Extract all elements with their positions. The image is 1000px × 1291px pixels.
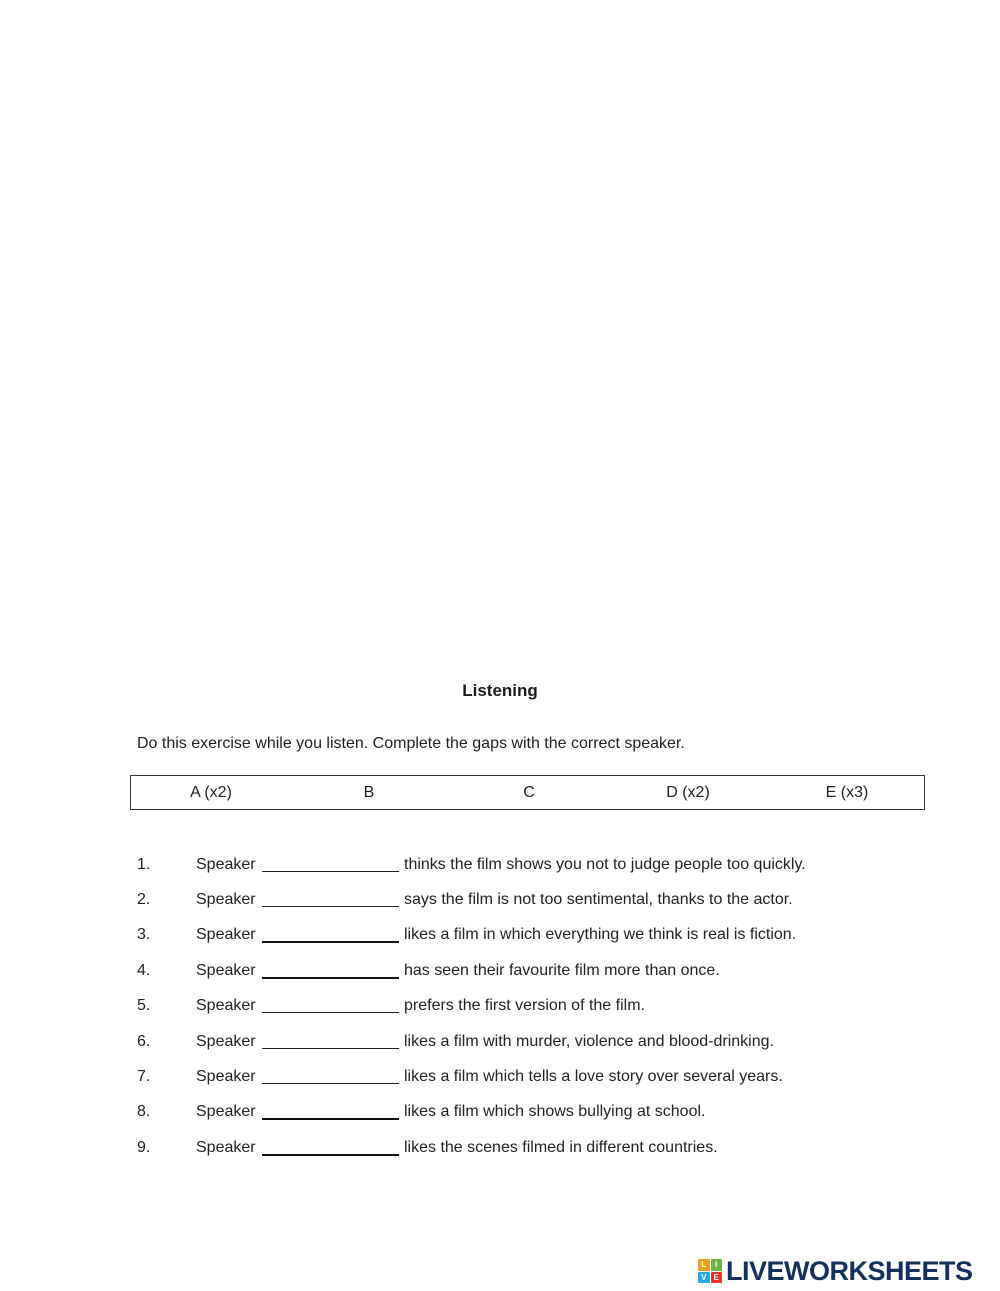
- speaker-label: Speaker: [196, 891, 256, 908]
- speaker-option-b: B: [363, 784, 375, 801]
- answer-gap[interactable]: [262, 941, 399, 943]
- speaker-label: Speaker: [196, 962, 256, 979]
- exercise-item: [0, 856, 1000, 880]
- item-statement: thinks the film shows you not to judge people too quickly.: [404, 856, 806, 873]
- logo-text: LIVEWORKSHEETS: [726, 1255, 973, 1286]
- speaker-option-a: A (x2): [190, 784, 232, 801]
- answer-gap[interactable]: [262, 871, 399, 872]
- logo-letter-v: V: [698, 1272, 710, 1284]
- exercise-item: [0, 962, 1000, 986]
- item-number: 4.: [137, 962, 151, 979]
- speaker-label: Speaker: [196, 1139, 256, 1156]
- exercise-item: [0, 891, 1000, 915]
- speaker-label: Speaker: [196, 997, 256, 1014]
- item-number: 9.: [137, 1139, 151, 1156]
- answer-gap[interactable]: [262, 906, 399, 907]
- item-number: 7.: [137, 1068, 151, 1085]
- item-statement: likes a film with murder, violence and blood-drinking.: [404, 1033, 774, 1050]
- speaker-options-box: [130, 775, 925, 810]
- logo-letter-i: I: [711, 1259, 723, 1271]
- page-title: Listening: [462, 681, 538, 700]
- speaker-option-c: C: [523, 784, 535, 801]
- liveworksheets-logo-icon: [698, 1259, 722, 1283]
- item-number: 2.: [137, 891, 151, 908]
- answer-gap[interactable]: [262, 1154, 399, 1156]
- exercise-item: [0, 997, 1000, 1021]
- exercise-item: [0, 1068, 1000, 1092]
- item-number: 1.: [137, 856, 151, 873]
- exercise-item: [0, 1033, 1000, 1057]
- item-number: 5.: [137, 997, 151, 1014]
- answer-gap[interactable]: [262, 1012, 399, 1013]
- logo-letter-l: L: [698, 1259, 710, 1271]
- speaker-option-d: D (x2): [666, 784, 710, 801]
- item-number: 3.: [137, 926, 151, 943]
- speaker-label: Speaker: [196, 1068, 256, 1085]
- speaker-label: Speaker: [196, 856, 256, 873]
- logo-letter-e: E: [711, 1272, 723, 1284]
- exercise-item: [0, 1139, 1000, 1163]
- speaker-label: Speaker: [196, 1033, 256, 1050]
- liveworksheets-logo[interactable]: [698, 1256, 973, 1286]
- instruction-text: Do this exercise while you listen. Complete the gaps with the correct speaker.: [137, 735, 685, 752]
- exercise-item: [0, 926, 1000, 950]
- speaker-option-e: E (x3): [825, 784, 869, 801]
- item-number: 6.: [137, 1033, 151, 1050]
- item-statement: likes a film in which everything we think is real is fiction.: [404, 926, 797, 943]
- item-statement: prefers the first version of the film.: [404, 997, 645, 1014]
- exercise-item: [0, 1103, 1000, 1127]
- answer-gap[interactable]: [262, 1118, 399, 1120]
- answer-gap[interactable]: [262, 1048, 399, 1049]
- speaker-label: Speaker: [196, 1103, 256, 1120]
- answer-gap[interactable]: [262, 1083, 399, 1084]
- item-statement: likes a film which tells a love story over several years.: [404, 1068, 783, 1085]
- item-statement: likes a film which shows bullying at school.: [404, 1103, 706, 1120]
- item-number: 8.: [137, 1103, 151, 1120]
- item-statement: says the film is not too sentimental, thanks to the actor.: [404, 891, 793, 908]
- item-statement: has seen their favourite film more than once.: [404, 962, 720, 979]
- answer-gap[interactable]: [262, 977, 399, 979]
- item-statement: likes the scenes filmed in different countries.: [404, 1139, 718, 1156]
- speaker-label: Speaker: [196, 926, 256, 943]
